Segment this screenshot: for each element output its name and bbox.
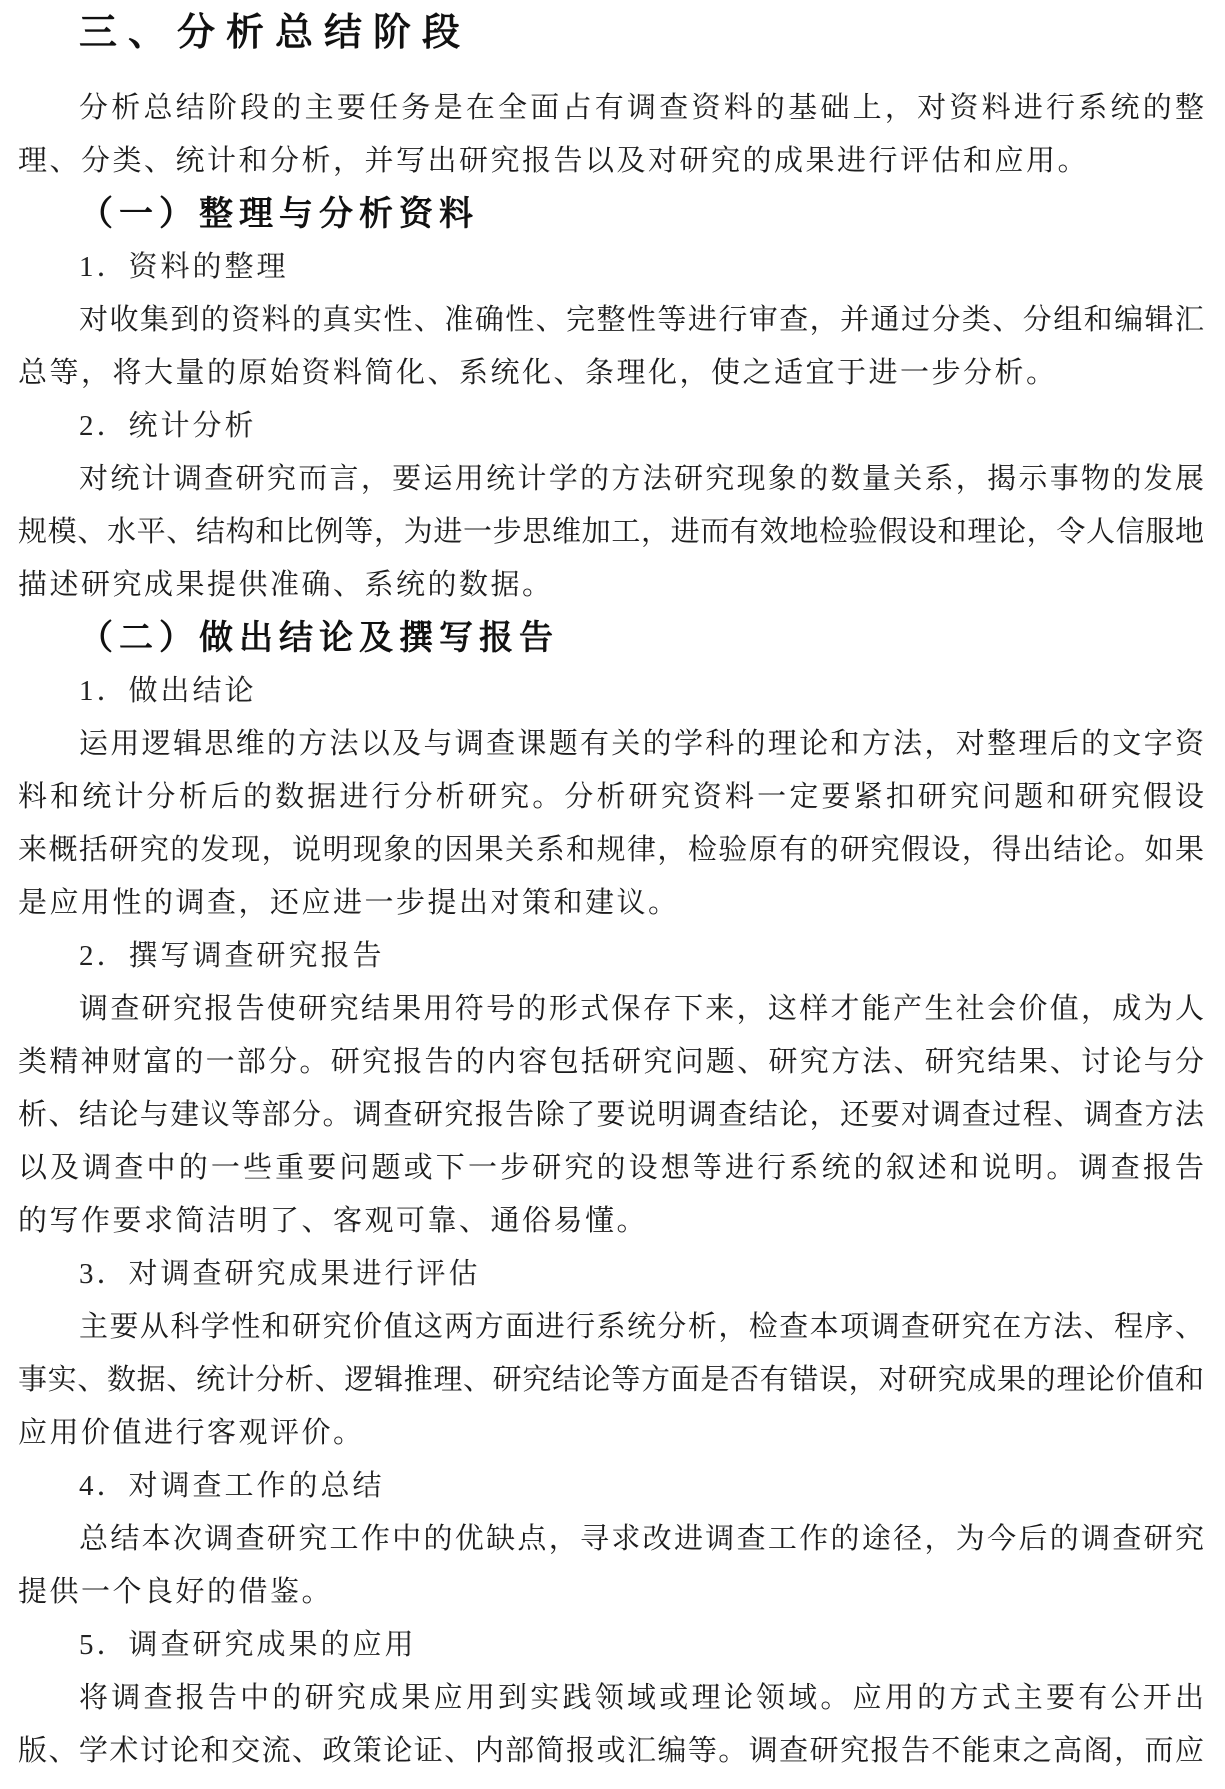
numbered-item-heading: 2．统计分析 bbox=[79, 410, 257, 442]
numbered-item-heading: 3．对调查研究成果进行评估 bbox=[79, 1258, 481, 1290]
text-line: 是应用性的调查，还应进一步提出对策和建议。 bbox=[18, 887, 680, 919]
paragraph bbox=[18, 1301, 1204, 1460]
text-line: 事实、数据、统计分析、逻辑推理、研究结论等方面是否有错误，对研究成果的理论价值和 bbox=[18, 1364, 1204, 1396]
text-line: 总结本次调查研究工作中的优缺点，寻求改进调查工作的途径，为今后的调查研究 bbox=[79, 1523, 1204, 1555]
text-line: 类精神财富的一部分。研究报告的内容包括研究问题、研究方法、研究结果、讨论与分 bbox=[18, 1046, 1204, 1078]
paragraph bbox=[18, 1513, 1204, 1619]
subsection-heading: （二）做出结论及撰写报告 bbox=[79, 619, 559, 657]
paragraph bbox=[18, 718, 1204, 930]
text-line: 调查研究报告使研究结果用符号的形式保存下来，这样才能产生社会价值，成为人 bbox=[79, 993, 1204, 1025]
text-line: 规模、水平、结构和比例等，为进一步思维加工，进而有效地检验假设和理论，令人信服地 bbox=[18, 516, 1204, 548]
paragraph bbox=[18, 983, 1204, 1248]
paragraph bbox=[18, 453, 1204, 612]
section-heading: 三、分析总结阶段 bbox=[79, 12, 472, 54]
text-line: 对统计调查研究而言，要运用统计学的方法研究现象的数量关系，揭示事物的发展 bbox=[79, 463, 1204, 495]
numbered-item-heading: 4．对调查工作的总结 bbox=[79, 1470, 385, 1502]
paragraph bbox=[18, 1672, 1204, 1778]
numbered-item-heading: 1．做出结论 bbox=[79, 675, 257, 707]
text-line: 描述研究成果提供准确、系统的数据。 bbox=[18, 569, 554, 601]
numbered-item-heading: 2．撰写调查研究报告 bbox=[79, 940, 385, 972]
text-line: 料和统计分析后的数据进行分析研究。分析研究资料一定要紧扣研究问题和研究假设 bbox=[18, 781, 1204, 813]
text-line: 分析总结阶段的主要任务是在全面占有调查资料的基础上，对资料进行系统的整 bbox=[79, 92, 1204, 124]
subsection-heading: （一）整理与分析资料 bbox=[79, 195, 479, 233]
numbered-item-heading: 1．资料的整理 bbox=[79, 251, 289, 283]
text-line: 以及调查中的一些重要问题或下一步研究的设想等进行系统的叙述和说明。调查报告 bbox=[18, 1152, 1204, 1184]
numbered-item-heading: 5．调查研究成果的应用 bbox=[79, 1629, 417, 1661]
text-line: 析、结论与建议等部分。调查研究报告除了要说明调查结论，还要对调查过程、调查方法 bbox=[18, 1099, 1204, 1131]
text-line: 总等，将大量的原始资料简化、系统化、条理化，使之适宜于进一步分析。 bbox=[18, 357, 1058, 389]
text-line: 提供一个良好的借鉴。 bbox=[18, 1576, 334, 1608]
paragraph bbox=[18, 294, 1204, 400]
text-line: 主要从科学性和研究价值这两方面进行系统分析，检查本项调查研究在方法、程序、 bbox=[79, 1311, 1204, 1343]
paragraph bbox=[18, 82, 1204, 188]
text-line: 应用价值进行客观评价。 bbox=[18, 1417, 365, 1449]
text-line: 来概括研究的发现，说明现象的因果关系和规律，检验原有的研究假设，得出结论。如果 bbox=[18, 834, 1204, 866]
text-line: 理、分类、统计和分析，并写出研究报告以及对研究的成果进行评估和应用。 bbox=[18, 145, 1090, 177]
text-line: 将调查报告中的研究成果应用到实践领域或理论领域。应用的方式主要有公开出 bbox=[79, 1682, 1204, 1714]
document-page bbox=[18, 8, 1204, 1778]
text-line: 运用逻辑思维的方法以及与调查课题有关的学科的理论和方法，对整理后的文字资 bbox=[79, 728, 1204, 760]
text-line: 版、学术讨论和交流、政策论证、内部简报或汇编等。调查研究报告不能束之高阁，而应 bbox=[18, 1735, 1204, 1767]
text-line: 的写作要求简洁明了、客观可靠、通俗易懂。 bbox=[18, 1205, 649, 1237]
text-line: 对收集到的资料的真实性、准确性、完整性等进行审查，并通过分类、分组和编辑汇 bbox=[79, 304, 1204, 336]
